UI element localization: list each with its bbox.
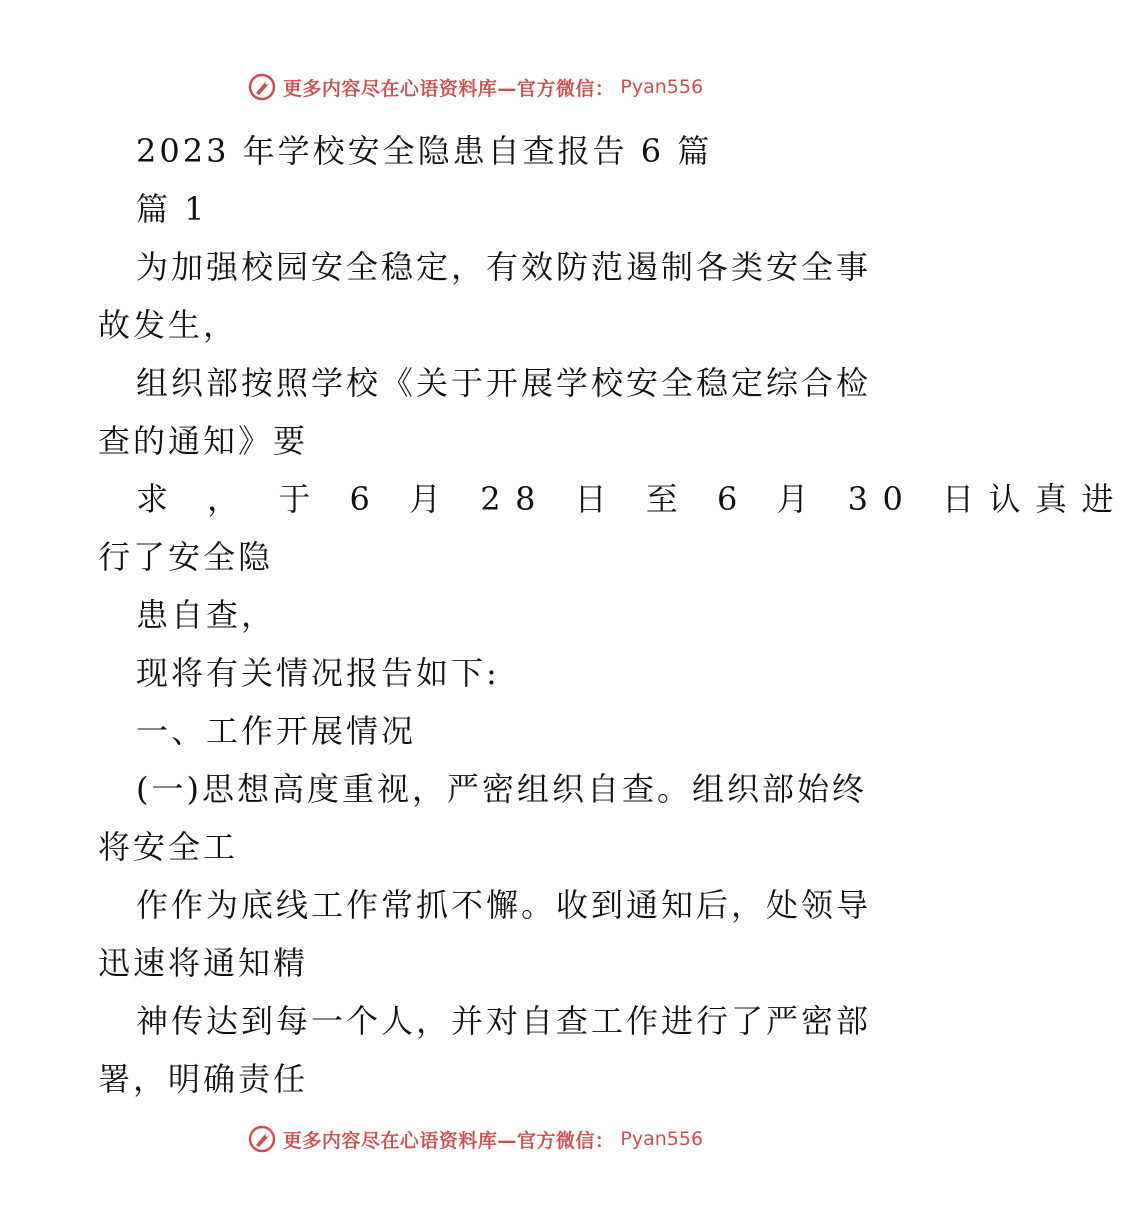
text-line: 为加强校园安全稳定，有效防范遏制各类安全事 [136,248,872,286]
watermark-header [0,72,950,102]
text-line: 一、工作开展情况 [136,712,417,750]
text-line: 将安全工 [98,828,239,866]
text-line: 篇 1 [136,190,208,228]
text-line: 现将有关情况报告如下: [136,654,500,692]
document-title: 2023 年学校安全隐患自查报告 6 篇 [136,132,713,170]
watermark-footer [0,1124,950,1154]
text-line: 患自查， [136,596,277,634]
text-line: 作作为底线工作常抓不懈。收到通知后，处领导 [136,886,872,924]
text-line: 迅速将通知精 [98,944,309,982]
text-line: 署，明确责任 [98,1060,309,1098]
watermark-wechat-id: Pyan556 [620,76,704,98]
text-line: 故发生， [98,306,239,344]
text-line: 组织部按照学校《关于开展学校安全稳定综合检 [136,364,872,402]
text-line: 神传达到每一个人，并对自查工作进行了严密部 [136,1002,872,1040]
watermark-text: 更多内容尽在心语资料库—官方微信： [282,1129,615,1152]
document-body [98,122,1128,1108]
text-line: (一)思想高度重视，严密组织自查。组织部始终 [136,770,867,808]
text-line: 行了安全隐 [98,538,274,576]
pen-nib-logo-icon [247,72,277,102]
text-line: 查的通知》要 [98,422,309,460]
pen-nib-logo-icon [247,1124,277,1154]
watermark-text: 更多内容尽在心语资料库—官方微信： [282,77,615,100]
text-line: 求 ， 于 6 月 28 日 至 6 月 30 日认真进 [136,480,1128,518]
watermark-wechat-id: Pyan556 [620,1128,704,1150]
